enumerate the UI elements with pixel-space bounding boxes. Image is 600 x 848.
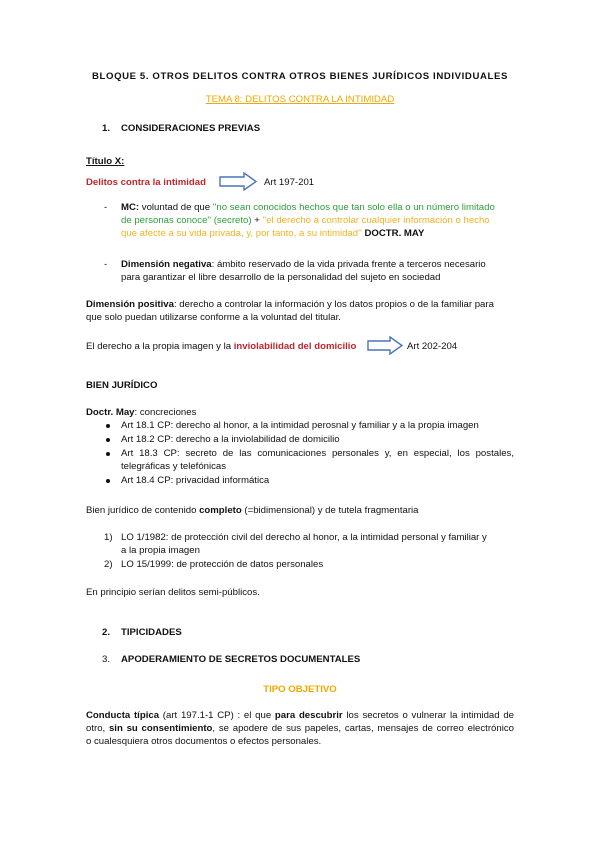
art-item-4: Art 18.4 CP: privacidad informática [121,475,270,486]
mc-quote-1a: ''no sean conocidos hechos que tan solo ella o un número limitado [212,202,495,213]
ley-2-number: 2) [104,559,113,570]
titulo-x: Título X: [86,156,125,167]
conducta-l1a: (art 197.1-1 CP) : el que [159,710,275,721]
may-line [86,406,196,419]
dimneg-text-1: : ámbito reservado de la vida privada frente a terceros necesario [211,259,486,270]
conducta-l2a: otro, [86,723,109,734]
conducta-line-1 [86,709,514,722]
dimneg-line-1 [121,258,486,271]
bienjur-post: (=bidimensional) y de tutela fragmentaria [241,505,419,516]
arrow-right-icon [367,336,403,355]
tipo-objetivo: TIPO OBJETIVO [263,684,337,695]
mc-label: MC: [121,202,140,213]
dimneg-dash: - [104,259,108,270]
art-item-1: Art 18.1 CP: derecho al honor, a la intimidad perosnal y familiar y a la propia imagen [121,420,479,431]
conducta-l2b: sin su consentimiento [108,723,213,734]
bienjur-bold: completo [199,505,242,516]
mc-pre: voluntad de que [139,202,213,213]
mc-quote-2b: que afecte a su vida privada, y, por tanto, a su intimidad'' [121,228,362,239]
conducta-line-2 [86,722,514,735]
dimpos-label: Dimensión positiva [86,299,174,310]
tema-title: TEMA 8: DELITOS CONTRA LA INTIMIDAD [205,94,395,105]
section-2-number: 2. [102,627,111,638]
bloque-title: BLOQUE 5. OTROS DELITOS CONTRA OTROS BIENES JURÍDICOS INDIVIDUALES [92,71,508,82]
mc-plus: + [251,215,263,226]
delitos-art: Art 197-201 [264,177,315,188]
may-rest: : concreciones [134,407,197,418]
mc-quote-1b: de personas conoce'' (secreto) [121,215,252,226]
art-item-3-cont: telegráficas y telefónicas [121,461,227,472]
bullet-icon [106,438,110,442]
imagen-pre: El derecho a la propia imagen y la [86,341,234,352]
ley-1-line-2: a la propia imagen [121,545,200,556]
ley-2-line-1: LO 15/1999: de protección de datos personales [121,559,324,570]
conducta-l1c: los secretos o vulnerar la intimidad de [342,710,514,721]
conducta-label: Conducta típica [86,710,160,721]
dimpos-line-2: que solo puedan utilizarse conforme a la voluntad del titular. [86,312,341,323]
mc-dash: - [104,202,108,213]
bienjur-line [86,504,419,517]
ley-1-line-1: LO 1/1982: de protección civil del derecho al honor, a la intimidad personal y familiar y [121,532,487,543]
mc-line-2 [121,214,490,227]
section-2-title: TIPICIDADES [121,627,182,638]
imagen-red: inviolabilidad del domicilio [233,341,357,352]
bien-title: BIEN JURÍDICO [86,380,158,391]
section-3-title: APODERAMIENTO DE SECRETOS DOCUMENTALES [121,654,361,665]
delitos-label: Delitos contra la intimidad [86,177,206,188]
bullet-icon [106,424,110,428]
section-3-number: 3. [102,654,111,665]
bullet-icon [106,452,110,456]
dimpos-line-1 [86,298,494,311]
dimneg-line-2: para garantizar el libre desarrollo de la personalidad del sujeto en sociedad [121,272,441,283]
dimpos-text-1: : derecho a controlar la información y los datos propios o de la familiar para [173,299,494,310]
section-1-title: CONSIDERACIONES PREVIAS [121,123,261,134]
conducta-l1b: para descubrir [274,710,343,721]
art-item-2: Art 18.2 CP: derecho a la inviolabilidad de domicilio [121,434,340,445]
mc-quote-2a: ''el derecho a controlar cualquier información o hecho [262,215,490,226]
mc-line-1 [121,201,495,214]
bullet-icon [106,479,110,483]
conducta-line-3: o cualesquiera otros documentos o efectos personales. [86,736,322,747]
mc-line-3 [121,227,424,240]
dimneg-label: Dimensión negativa [121,259,212,270]
imagen-art: Art 202-204 [407,341,458,352]
mc-doctr: DOCTR. MAY [361,228,425,239]
section-1-number: 1. [102,123,111,134]
imagen-line [86,340,356,353]
ley-1-number: 1) [104,532,113,543]
may-label: Doctr. May [86,407,135,418]
bienjur-pre: Bien jurídico de contenido [86,505,200,516]
principio-text: En principio serían delitos semi-públicos. [86,587,260,598]
art-item-3: Art 18.3 CP: secreto de las comunicaciones personales y, en especial, los postales, [121,448,514,459]
conducta-l2c: , se apodere de sus papeles, cartas, mensajes de correo electrónico [212,723,514,734]
arrow-right-icon [219,172,257,191]
